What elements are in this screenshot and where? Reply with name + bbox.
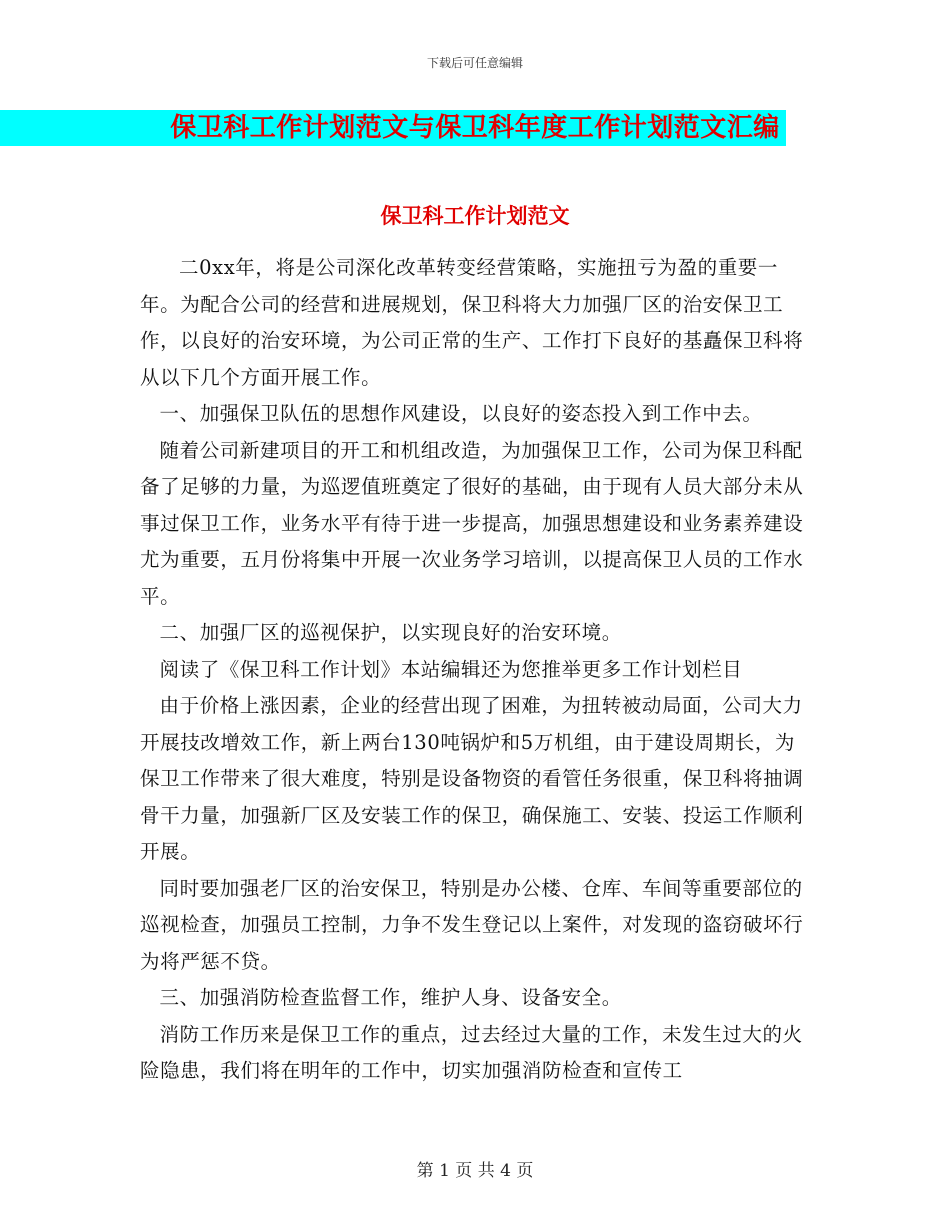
document-body (140, 250, 815, 1090)
paragraph-heading-2: 二、加强厂区的巡视保护，以实现良好的治安环境。 (159, 621, 622, 644)
page-number-footer: 第 1 页 共 4 页 (416, 1161, 534, 1181)
section-title: 保卫科工作计划范文 (380, 203, 570, 228)
paragraph: 由于价格上涨因素，企业的经营出现了困难，为扭转被动局面，公司大力开展技改增效工作，新上两台130吨锅炉和5万机组，由于建设周期长，为保卫工作带来了很大难度，特别是设备物资的看管任务很重，保卫科将抽调骨干力量，加强新厂区及安装工作的保卫，确保施工、安装、投运工作顺利开展。 (140, 694, 804, 863)
paragraph: 阅读了《保卫科工作计划》本站编辑还为您推举更多工作计划栏目 (159, 657, 743, 681)
paragraph: 同时要加强老厂区的治安保卫，特别是办公楼、仓库、车间等重要部位的巡视检查，加强员工控制，力争不发生登记以上案件，对发现的盗窃破坏行为将严惩不贷。 (140, 876, 804, 973)
document-title-container (0, 110, 950, 146)
paragraph: 消防工作历来是保卫工作的重点，过去经过大量的工作，未发生过大的火险隐患，我们将在明年的工作中，切实加强消防检查和宣传工 (140, 1022, 803, 1082)
paragraph-intro: 二0xx年，将是公司深化改革转变经营策略，实施扭亏为盈的重要一年。为配合公司的经营和进展规划，保卫科将大力加强厂区的治安保卫工作，以良好的治安环境，为公司正常的生产、工作打下良好的基矗保卫科将从以下几个方面开展工作。 (140, 256, 804, 389)
header-note: 下载后可任意编辑 (426, 56, 523, 70)
paragraph-heading-1: 一、加强保卫队伍的思想作风建设，以良好的姿态投入到工作中去。 (159, 402, 763, 425)
document-title: 保卫科工作计划范文与保卫科年度工作计划范文汇编 (0, 110, 786, 146)
paragraph-heading-3: 三、加强消防检查监督工作，维护人身、设备安全。 (159, 986, 622, 1009)
paragraph: 随着公司新建项目的开工和机组改造，为加强保卫工作，公司为保卫科配备了足够的力量，为巡逻值班奠定了很好的基础，由于现有人员大部分未从事过保卫工作，业务水平有待于进一步提高，加强思想建设和业务素养建设尤为重要，五月份将集中开展一次业务学习培训，以提高保卫人员的工作水平。 (140, 438, 804, 608)
